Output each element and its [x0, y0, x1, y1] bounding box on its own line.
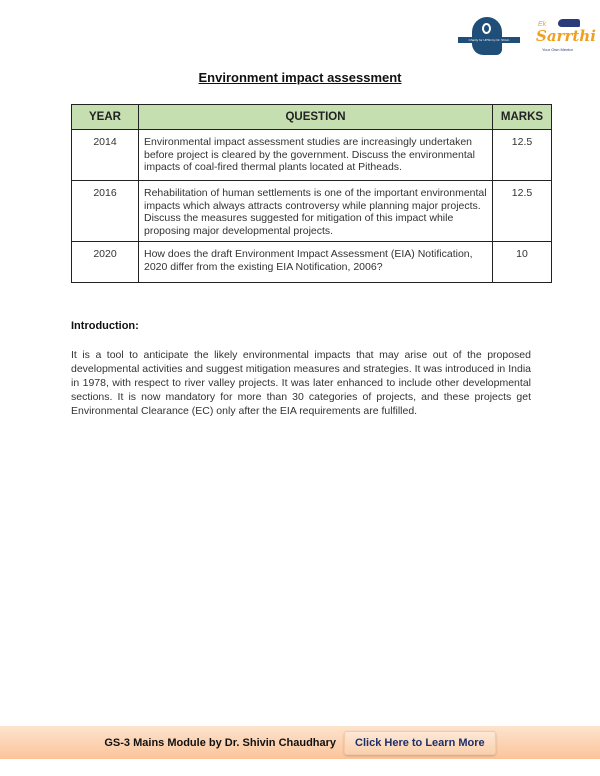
table-row — [72, 181, 552, 242]
table-row — [72, 242, 552, 283]
footer-banner — [0, 726, 600, 759]
header-logos — [458, 16, 596, 58]
introduction-paragraph: It is a tool to anticipate the likely environmental impacts that may arise out of the proposed developmental activities and suggest mitigation measures and strategies. It was introduced in India in 1978, with respect to river valley projects. It was later enhanced to include other developmental sections. It is now mandatory for more than 30 categories of projects, and these projects get Environmental Clearance (EC) only after the EIA requirements are fulfilled. — [71, 349, 531, 417]
question-cell: How does the draft Environment Impact Assessment (EIA) Notification, 2020 differ from the existing EIA Notification, 2006? — [139, 242, 493, 283]
year-cell: 2020 — [72, 242, 139, 283]
marks-cell: 12.5 — [493, 130, 552, 181]
logo-tagline: Your Own Mentor — [542, 47, 573, 52]
header-marks: MARKS — [493, 105, 552, 130]
questions-table — [71, 104, 552, 283]
header-question: QUESTION — [139, 105, 493, 130]
logo-prefix: Ek — [538, 21, 547, 28]
question-cell: Rehabilitation of human settlements is one of the important environmental impacts which always attracts controversy while planning major projects. Discuss the measures suggested for mitigation of this impact while proposing major developmental projects. — [139, 181, 493, 242]
marks-cell: 12.5 — [493, 181, 552, 242]
header-year: YEAR — [72, 105, 139, 130]
document-title: Environment impact assessment — [198, 70, 402, 85]
logo-name: Sarrthi — [536, 27, 596, 45]
lightbulb-icon — [482, 23, 491, 34]
ek-sarrthi-logo — [532, 17, 596, 57]
footer-module-text: GS-3 Mains Module by Dr. Shivin Chaudhary — [104, 736, 337, 749]
learn-more-button[interactable]: Click Here to Learn More — [344, 731, 496, 755]
marks-cell: 10 — [493, 242, 552, 283]
horse-icon — [558, 19, 580, 27]
table-row — [72, 130, 552, 181]
table-header-row — [72, 105, 552, 130]
logo-banner-text: Charity for UPSC by Dr. Shivin — [458, 37, 520, 43]
introduction-heading: Introduction: — [71, 320, 139, 332]
charity-for-upsc-logo — [458, 17, 520, 57]
year-cell: 2014 — [72, 130, 139, 181]
year-cell: 2016 — [72, 181, 139, 242]
question-cell: Environmental impact assessment studies are increasingly undertaken before project is cleared by the government. Discuss the environmental impacts of coal-fired thermal plants located at Pitheads. — [139, 130, 493, 181]
